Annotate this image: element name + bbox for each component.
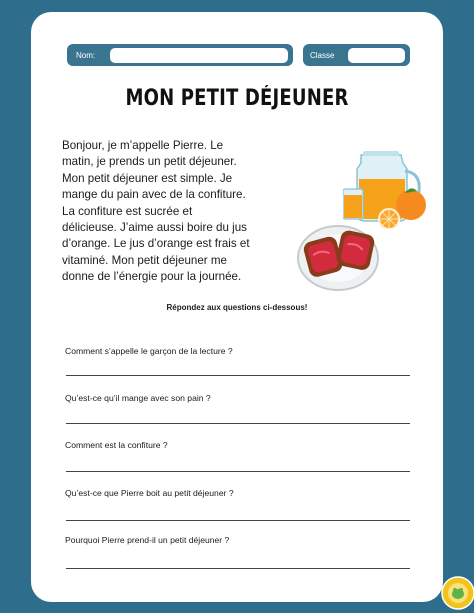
answer-line-3[interactable] [66, 471, 410, 472]
reading-passage [62, 138, 282, 286]
passage-line: délicieuse. J’aime aussi boire du jus [62, 221, 247, 235]
answer-line-1[interactable] [66, 375, 410, 376]
question-4: Qu’est-ce que Pierre boit au petit déjeuner ? [65, 488, 234, 498]
question-1: Comment s’appelle le garçon de la lecture ? [65, 346, 233, 356]
class-input[interactable] [348, 48, 405, 63]
passage-line: Bonjour, je m’appelle Pierre. Le [62, 139, 224, 152]
passage-line: matin, je prends un petit déjeuner. [62, 155, 237, 169]
answer-line-2[interactable] [66, 423, 410, 424]
passage-line: Mon petit déjeuner est simple. Je [62, 171, 233, 185]
class-label: Classe [310, 50, 335, 60]
passage-line: vitaminé. Mon petit déjeuner me [62, 253, 227, 267]
class-field-group [303, 44, 410, 66]
name-field-group [67, 44, 293, 66]
instructions: Répondez aux questions ci-dessous! [166, 303, 308, 312]
passage-line: d’orange. Le jus d’orange est frais et [62, 237, 250, 251]
answer-line-4[interactable] [66, 520, 410, 521]
worksheet-card [31, 12, 443, 602]
passage-line: donne de l’énergie pour la journée. [62, 270, 242, 284]
answer-line-5[interactable] [66, 568, 410, 569]
question-5: Pourquoi Pierre prend-il un petit déjeuner ? [65, 535, 230, 545]
brand-logo-icon [441, 576, 474, 610]
name-input[interactable] [110, 48, 288, 63]
passage-line: mange du pain avec de la confiture. [62, 188, 246, 202]
question-3: Comment est la confiture ? [65, 440, 168, 450]
name-label: Nom: [76, 50, 96, 60]
page-title: MON PETIT DÉJEUNER [125, 86, 349, 111]
passage-line: La confiture est sucrée et [62, 204, 193, 218]
jam-toast-plate-icon [296, 212, 386, 292]
question-2: Qu’est-ce qu’il mange avec son pain ? [65, 393, 211, 403]
